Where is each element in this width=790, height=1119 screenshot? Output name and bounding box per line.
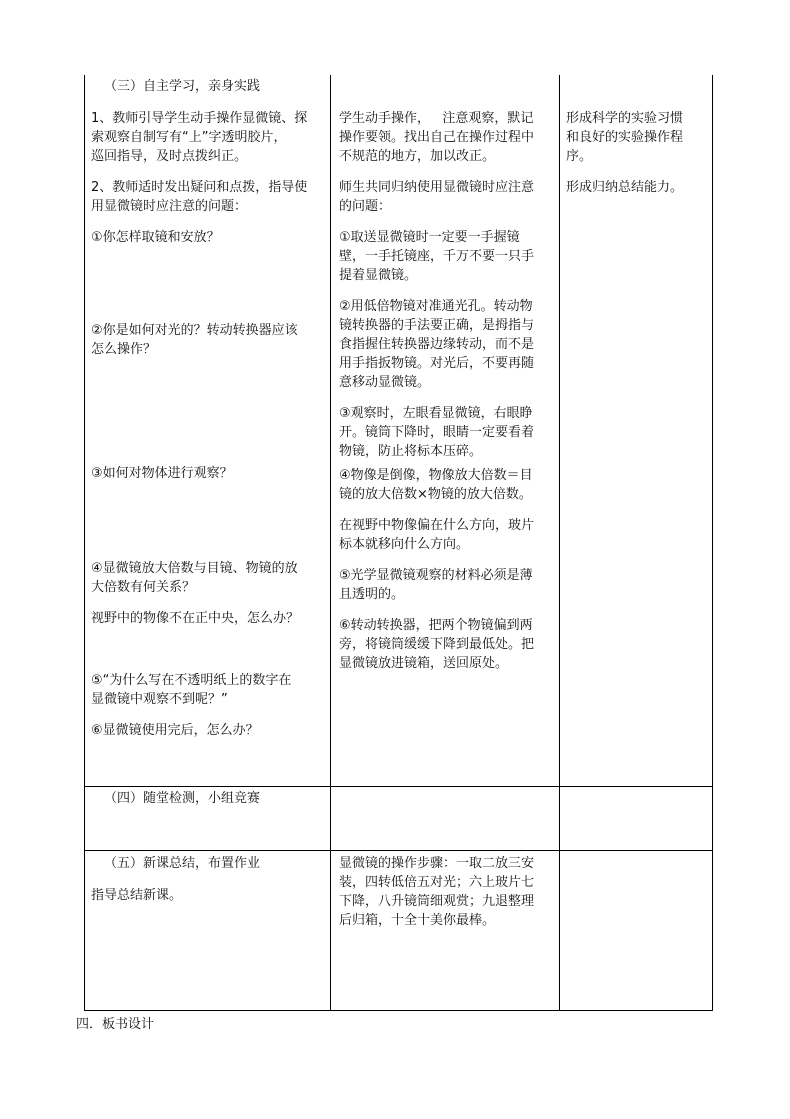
- answer-5-line1: ⑤光学显微镜观察的材料必须是薄: [339, 568, 533, 583]
- section3-title: （三）自主学习，亲身实践: [104, 79, 261, 94]
- summary-line2: 装，四转低倍五对光；六上玻片七: [339, 875, 535, 890]
- summary-line3: 下降，八升镜筒细观赏；九退整理: [339, 894, 535, 909]
- goal-1-line3: 序。: [566, 149, 593, 164]
- student-row1-line3: 不规范的地方，加以改正。: [339, 149, 496, 164]
- summary-line1: 显微镜的操作步骤：一取二放三安: [339, 856, 535, 871]
- teacher-item1-line1: 1、教师引导学生动手操作显微镜、探: [91, 111, 308, 126]
- goal-2: 形成归纳总结能力。: [566, 180, 684, 195]
- table-border-right: [712, 75, 713, 1011]
- answer-4b-line2: 标本就移向什么方向。: [339, 537, 470, 552]
- question-2-line1: ②你是如何对光的？转动转换器应该: [91, 323, 298, 338]
- question-6: ⑥显微镜使用完后，怎么办？: [91, 723, 259, 738]
- answer-2-line3: 食指握住转换器边缘转动，而不是: [339, 337, 535, 352]
- teacher-item1-line2: 索观察自制写有“上”字透明胶片，: [91, 130, 287, 145]
- answer-3-line2: 开。镜筒下降时，眼睛一定要看着: [339, 425, 535, 440]
- summary-line4: 后归箱，十全十美你最棒。: [339, 913, 496, 928]
- student-row2-line2: 的问题：: [339, 199, 392, 214]
- table-divider-2: [559, 75, 560, 1011]
- board-design-heading: 四．板书设计: [76, 1017, 155, 1032]
- row-divider-1: [84, 786, 713, 787]
- section5-text: 指导总结新课。: [91, 888, 183, 903]
- answer-4-line1: ④物像是倒像，物像放大倍数＝目: [339, 468, 533, 483]
- teacher-item1-line3: 巡回指导，及时点拨纠正。: [91, 149, 248, 164]
- answer-3-line3: 物镜，防止将标本压碎。: [339, 444, 483, 459]
- answer-6-line3: 显微镜放进镜箱，送回原处。: [339, 656, 509, 671]
- table-border-left: [84, 75, 85, 1011]
- teacher-item2-line2: 用显微镜时应注意的问题：: [91, 199, 248, 214]
- answer-2-line4: 用手指扳物镜。对光后，不要再随: [339, 356, 535, 371]
- row-divider-2: [84, 850, 713, 851]
- answer-5-line2: 且透明的。: [339, 587, 405, 602]
- table-border-bottom: [84, 1010, 713, 1011]
- answer-1-line2: 壁，一手托镜座，千万不要一只手: [339, 249, 535, 264]
- goal-1-line1: 形成科学的实验习惯: [566, 111, 684, 126]
- student-row2-line1: 师生共同归纳使用显微镜时应注意: [339, 180, 535, 195]
- answer-2-line5: 意移动显微镜。: [339, 375, 431, 390]
- teacher-item2-line1: 2、教师适时发出疑问和点拨，指导使: [91, 180, 308, 195]
- table-divider-1: [330, 75, 331, 1011]
- answer-3-line1: ③观察时，左眼看显微镜，右眼睁: [339, 406, 533, 421]
- section4-title: （四）随堂检测，小组竞赛: [104, 791, 261, 806]
- question-2-line2: 怎么操作？: [91, 342, 157, 357]
- question-4b: 视野中的物像不在正中央，怎么办？: [91, 611, 300, 626]
- answer-6-line1: ⑥转动转换器，把两个物镜偏到两: [339, 618, 533, 633]
- answer-1-line1: ①取送显微镜时一定要一手握镜: [339, 230, 520, 245]
- question-4-line2: 大倍数有何关系？: [91, 580, 196, 595]
- student-row1-line2: 操作要领。找出自己在操作过程中: [339, 130, 535, 145]
- question-1: ①你怎样取镜和安放？: [91, 230, 220, 245]
- question-5-line1: ⑤“为什么写在不透明纸上的数字在: [91, 673, 292, 688]
- answer-1-line3: 提着显微镜。: [339, 268, 418, 283]
- section5-title: （五）新课总结，布置作业: [104, 856, 261, 871]
- question-4-line1: ④显微镜放大倍数与目镜、物镜的放: [91, 561, 298, 576]
- answer-2-line1: ②用低倍物镜对准通光孔。转动物: [339, 299, 533, 314]
- question-3: ③如何对物体进行观察？: [91, 466, 233, 481]
- student-row1-line1: 学生动手操作， 注意观察，默记: [339, 111, 534, 126]
- answer-4-line2: 镜的放大倍数×物镜的放大倍数。: [339, 487, 532, 502]
- goal-1-line2: 和良好的实验操作程: [566, 130, 684, 145]
- answer-6-line2: 旁，将镜筒缓缓下降到最低处。把: [339, 637, 535, 652]
- question-5-line2: 显微镜中观察不到呢？”: [91, 692, 228, 707]
- answer-4b-line1: 在视野中物像偏在什么方向，玻片: [339, 518, 535, 533]
- answer-2-line2: 镜转换器的手法要正确，是拇指与: [339, 318, 535, 333]
